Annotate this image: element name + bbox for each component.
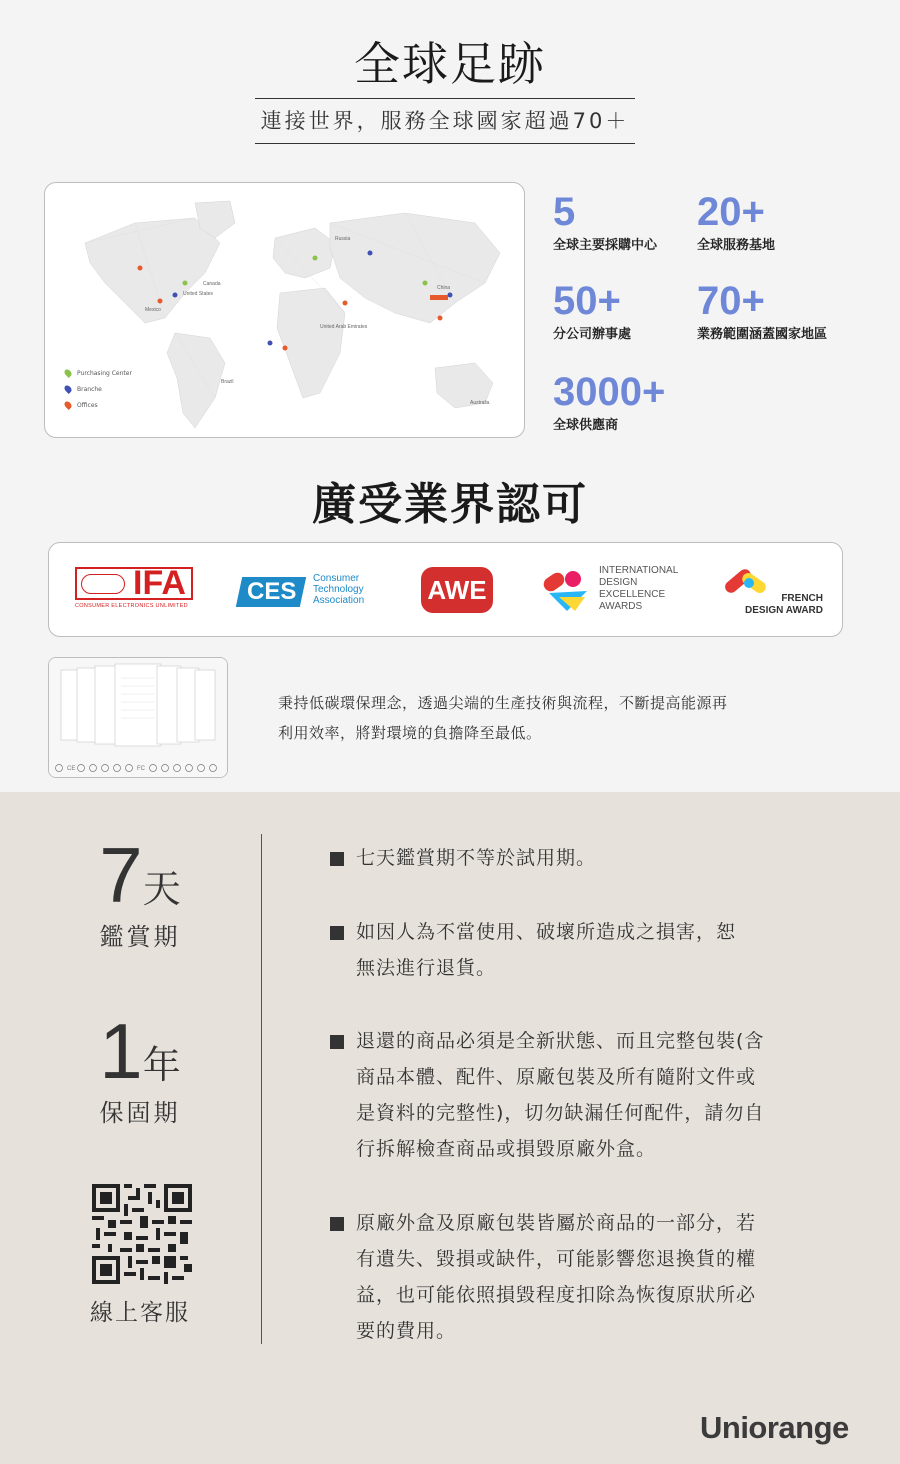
- policy-item: [330, 914, 736, 986]
- svg-text:CE: CE: [67, 766, 76, 772]
- trial-days-unit: 天: [142, 867, 181, 911]
- stat-label: 全球供應商: [553, 418, 619, 433]
- map-label-china: China: [437, 285, 451, 291]
- legend-branche: Branche: [77, 385, 102, 393]
- bullet-square-icon: [330, 1035, 344, 1049]
- stat-label: 全球主要採購中心: [553, 238, 658, 253]
- ces-logo: [239, 569, 379, 611]
- offices-pin-icon: [63, 400, 73, 410]
- idea-line1: INTERNATIONAL: [599, 565, 679, 576]
- legend-purchasing: Purchasing Center: [77, 369, 132, 377]
- eco-statement: [278, 688, 818, 748]
- bullet-square-icon: [330, 926, 344, 940]
- trial-period-label: 鑑賞期: [99, 923, 181, 951]
- stat-suppliers: [553, 372, 665, 433]
- policy-line: 有遺失、毀損或缺件，可能影響您退換貨的權: [356, 1248, 757, 1270]
- awe-logo: [421, 567, 493, 613]
- policy-item: [330, 1023, 764, 1167]
- map-label-uae: United Arab Emirates: [320, 324, 368, 330]
- stat-number: 3000+: [553, 370, 666, 414]
- idea-line2: DESIGN: [599, 577, 638, 588]
- ces-line2: Technology: [313, 584, 364, 595]
- french-line1: FRENCH: [781, 593, 823, 604]
- bullet-square-icon: [330, 1217, 344, 1231]
- purchasing-center-pin-icon: [63, 368, 73, 378]
- stat-countries: [697, 281, 827, 342]
- stat-number: 50+: [553, 279, 621, 323]
- policy-line: 商品本體、配件、原廠包裝及所有隨附文件或: [356, 1066, 757, 1088]
- recognition-title: 廣受業界認可: [312, 479, 588, 530]
- stat-label: 業務範圍涵蓋國家地區: [697, 327, 828, 342]
- policy-line: 原廠外盒及原廠包裝皆屬於商品的一部分，若: [356, 1212, 757, 1234]
- idea-line4: AWARDS: [599, 601, 643, 612]
- map-label-russia: Russia: [335, 236, 351, 242]
- ifa-emblem-icon: [81, 574, 125, 594]
- policy-line: 是資料的完整性)，切勿缺漏任何配件，請勿自: [356, 1102, 765, 1124]
- eco-line2: 利用效率，將對環境的負擔降至最低。: [278, 724, 542, 742]
- map-label-us: United States: [183, 291, 214, 297]
- policy-line: 無法進行退貨。: [356, 957, 497, 979]
- eco-line1: 秉持低碳環保理念，透過尖端的生產技術與流程，不斷提高能源再: [278, 694, 728, 712]
- map-label-mexico: Mexico: [145, 307, 161, 313]
- qr-code[interactable]: [92, 1184, 192, 1284]
- awe-mark: AWE: [427, 575, 487, 605]
- policy-line: 退還的商品必須是全新狀態、而且完整包裝(含: [356, 1030, 765, 1052]
- stat-purchasing-centers: [553, 192, 657, 253]
- warranty-years-number: 1: [99, 1007, 143, 1095]
- warranty-years-unit: 年: [142, 1043, 181, 1087]
- ces-mark: CES: [247, 578, 297, 605]
- legend-offices: Offices: [77, 401, 98, 409]
- map-label-australia: Australia: [470, 400, 490, 406]
- map-label-brazil: Brazil: [221, 379, 234, 385]
- svg-text:FC: FC: [137, 766, 145, 772]
- certificates-graphic: [49, 658, 228, 778]
- map-label-canada: Canada: [203, 281, 221, 287]
- idea-line3: EXCELLENCE: [599, 589, 666, 600]
- ifa-logo: [75, 564, 193, 613]
- stat-service-bases: [697, 192, 775, 253]
- footprint-title: 全球足跡: [354, 37, 546, 91]
- policy-line: 益，也可能依照損毀程度扣除為恢復原狀所必: [356, 1284, 757, 1306]
- policy-item: [330, 840, 596, 876]
- qr-code-icon: [92, 1184, 192, 1284]
- vertical-divider: [261, 834, 262, 1344]
- footprint-subtitle: 連接世界，服務全球國家超過70＋: [255, 98, 635, 144]
- warranty-label: 保固期: [99, 1099, 181, 1127]
- stat-label: 全球服務基地: [697, 238, 776, 253]
- trial-days-number: 7: [99, 831, 143, 919]
- certificates-image: [48, 657, 228, 778]
- online-service-label: 線上客服: [90, 1300, 190, 1326]
- award-logos-card: [48, 542, 843, 637]
- brand-logo: Uniorange: [700, 1410, 849, 1445]
- policy-item: [330, 1205, 756, 1349]
- policy-line: 要的費用。: [356, 1320, 457, 1342]
- policy-line: 如因人為不當使用、破壞所造成之損害，恕: [356, 921, 737, 943]
- trial-period-block: [40, 831, 240, 952]
- stat-number: 20+: [697, 190, 765, 234]
- stat-branch-offices: [553, 281, 631, 342]
- idea-awards-logo: [539, 565, 679, 615]
- warranty-block: [40, 1007, 240, 1128]
- map-legend: [65, 365, 132, 413]
- bullet-square-icon: [330, 852, 344, 866]
- ces-line1: Consumer: [313, 573, 360, 584]
- ifa-tagline: CONSUMER ELECTRONICS UNLIMITED: [75, 603, 188, 609]
- stat-number: 5: [553, 190, 576, 234]
- branche-pin-icon: [63, 384, 73, 394]
- ces-line3: Association: [313, 595, 365, 606]
- idea-emblem-icon: [539, 567, 595, 613]
- ifa-mark: IFA: [133, 564, 186, 602]
- world-map-card: [44, 182, 525, 438]
- french-line2: DESIGN AWARD: [745, 605, 823, 616]
- policy-line: 七天鑑賞期不等於試用期。: [356, 847, 597, 869]
- policy-line: 行拆解檢查商品或損毀原廠外盒。: [356, 1138, 657, 1160]
- stat-label: 分公司辦事處: [553, 327, 632, 342]
- stat-number: 70+: [697, 279, 765, 323]
- french-design-award-logo: [717, 565, 827, 615]
